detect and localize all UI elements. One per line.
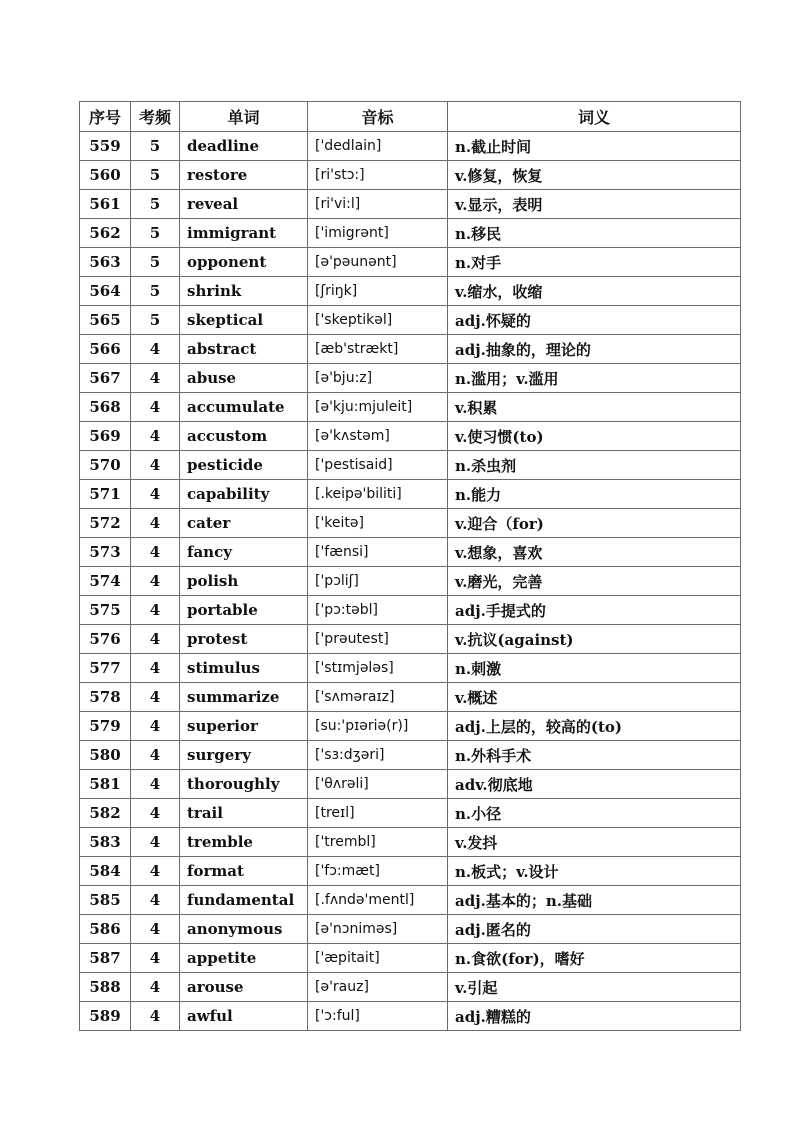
table-row [80, 799, 741, 828]
cell-definition: v.抗议(against) [448, 625, 741, 654]
table-row [80, 364, 741, 393]
cell-definition: v.引起 [448, 973, 741, 1002]
cell-phonetic: ['æpitait] [308, 944, 448, 973]
cell-frequency: 4 [131, 364, 180, 393]
table-row [80, 161, 741, 190]
cell-phonetic: ['prəutest] [308, 625, 448, 654]
table-row [80, 393, 741, 422]
cell-word: accumulate [180, 393, 308, 422]
cell-phonetic: [.keipə'biliti] [308, 480, 448, 509]
cell-phonetic: [su:'pɪəriə(r)] [308, 712, 448, 741]
cell-word: appetite [180, 944, 308, 973]
table-row [80, 509, 741, 538]
table-row [80, 886, 741, 915]
cell-frequency: 4 [131, 973, 180, 1002]
cell-definition: adj.基本的；n.基础 [448, 886, 741, 915]
table-header-row [80, 102, 741, 132]
cell-word: deadline [180, 132, 308, 161]
cell-word: thoroughly [180, 770, 308, 799]
cell-definition: adj.匿名的 [448, 915, 741, 944]
cell-number: 584 [80, 857, 131, 886]
cell-phonetic: ['stɪmjələs] [308, 654, 448, 683]
cell-definition: n.滥用；v.滥用 [448, 364, 741, 393]
cell-frequency: 4 [131, 1002, 180, 1031]
cell-definition: v.概述 [448, 683, 741, 712]
table-row [80, 625, 741, 654]
cell-frequency: 5 [131, 248, 180, 277]
cell-word: surgery [180, 741, 308, 770]
cell-definition: v.使习惯(to) [448, 422, 741, 451]
cell-definition: adj.手提式的 [448, 596, 741, 625]
cell-number: 571 [80, 480, 131, 509]
cell-word: arouse [180, 973, 308, 1002]
cell-phonetic: [ʃriŋk] [308, 277, 448, 306]
cell-frequency: 4 [131, 422, 180, 451]
cell-number: 575 [80, 596, 131, 625]
cell-frequency: 5 [131, 277, 180, 306]
cell-word: protest [180, 625, 308, 654]
cell-number: 562 [80, 219, 131, 248]
cell-word: opponent [180, 248, 308, 277]
cell-frequency: 4 [131, 683, 180, 712]
cell-phonetic: ['pestisaid] [308, 451, 448, 480]
cell-phonetic: ['fɔ:mæt] [308, 857, 448, 886]
cell-frequency: 4 [131, 480, 180, 509]
table-row [80, 944, 741, 973]
cell-number: 560 [80, 161, 131, 190]
cell-word: summarize [180, 683, 308, 712]
table-row [80, 1002, 741, 1031]
cell-frequency: 4 [131, 596, 180, 625]
cell-definition: v.修复，恢复 [448, 161, 741, 190]
cell-number: 581 [80, 770, 131, 799]
table-row [80, 480, 741, 509]
table-row [80, 828, 741, 857]
cell-definition: n.对手 [448, 248, 741, 277]
cell-number: 565 [80, 306, 131, 335]
header-phonetic: 音标 [308, 102, 448, 132]
cell-word: portable [180, 596, 308, 625]
cell-definition: adj.抽象的，理论的 [448, 335, 741, 364]
cell-word: format [180, 857, 308, 886]
cell-frequency: 4 [131, 451, 180, 480]
cell-frequency: 5 [131, 161, 180, 190]
cell-phonetic: ['sʌməraɪz] [308, 683, 448, 712]
table-row [80, 654, 741, 683]
cell-definition: v.缩水，收缩 [448, 277, 741, 306]
cell-frequency: 4 [131, 509, 180, 538]
cell-phonetic: ['pɔliʃ] [308, 567, 448, 596]
cell-word: pesticide [180, 451, 308, 480]
cell-phonetic: [ə'nɔniməs] [308, 915, 448, 944]
cell-word: abstract [180, 335, 308, 364]
cell-frequency: 5 [131, 219, 180, 248]
cell-definition: n.小径 [448, 799, 741, 828]
cell-phonetic: ['ɔ:ful] [308, 1002, 448, 1031]
cell-word: cater [180, 509, 308, 538]
cell-frequency: 4 [131, 393, 180, 422]
cell-phonetic: [ə'kʌstəm] [308, 422, 448, 451]
cell-number: 579 [80, 712, 131, 741]
cell-word: trail [180, 799, 308, 828]
header-definition: 词义 [448, 102, 741, 132]
table-row [80, 132, 741, 161]
cell-phonetic: ['fænsi] [308, 538, 448, 567]
cell-phonetic: [ə'rauz] [308, 973, 448, 1002]
cell-definition: n.截止时间 [448, 132, 741, 161]
cell-definition: n.外科手术 [448, 741, 741, 770]
cell-phonetic: ['θʌrəli] [308, 770, 448, 799]
cell-number: 585 [80, 886, 131, 915]
cell-number: 568 [80, 393, 131, 422]
header-word: 单词 [180, 102, 308, 132]
cell-frequency: 4 [131, 335, 180, 364]
cell-phonetic: [.fʌndə'mentl] [308, 886, 448, 915]
table-row [80, 973, 741, 1002]
table-row [80, 219, 741, 248]
cell-number: 572 [80, 509, 131, 538]
cell-word: shrink [180, 277, 308, 306]
table-row [80, 770, 741, 799]
cell-word: polish [180, 567, 308, 596]
cell-word: restore [180, 161, 308, 190]
cell-definition: adj.怀疑的 [448, 306, 741, 335]
vocabulary-table [79, 101, 741, 1031]
cell-definition: n.刺激 [448, 654, 741, 683]
cell-definition: n.杀虫剂 [448, 451, 741, 480]
cell-word: superior [180, 712, 308, 741]
table-row [80, 306, 741, 335]
cell-number: 573 [80, 538, 131, 567]
cell-definition: v.发抖 [448, 828, 741, 857]
cell-number: 576 [80, 625, 131, 654]
cell-phonetic: ['sɜ:dʒəri] [308, 741, 448, 770]
table-row [80, 538, 741, 567]
cell-word: immigrant [180, 219, 308, 248]
table-row [80, 335, 741, 364]
cell-number: 559 [80, 132, 131, 161]
cell-phonetic: [ri'vi:l] [308, 190, 448, 219]
cell-frequency: 4 [131, 799, 180, 828]
cell-frequency: 4 [131, 770, 180, 799]
table-row [80, 683, 741, 712]
cell-number: 574 [80, 567, 131, 596]
cell-frequency: 5 [131, 132, 180, 161]
cell-number: 577 [80, 654, 131, 683]
cell-number: 587 [80, 944, 131, 973]
cell-phonetic: [ə'kju:mjuleit] [308, 393, 448, 422]
table-row [80, 712, 741, 741]
cell-phonetic: ['pɔ:təbl] [308, 596, 448, 625]
cell-word: awful [180, 1002, 308, 1031]
table-body [80, 132, 741, 1031]
cell-number: 566 [80, 335, 131, 364]
table-row [80, 857, 741, 886]
cell-phonetic: ['keitə] [308, 509, 448, 538]
cell-word: stimulus [180, 654, 308, 683]
cell-frequency: 4 [131, 828, 180, 857]
cell-definition: n.食欲(for)，嗜好 [448, 944, 741, 973]
cell-frequency: 4 [131, 886, 180, 915]
cell-phonetic: [treɪl] [308, 799, 448, 828]
table-row [80, 248, 741, 277]
header-number: 序号 [80, 102, 131, 132]
cell-number: 589 [80, 1002, 131, 1031]
cell-number: 588 [80, 973, 131, 1002]
cell-word: capability [180, 480, 308, 509]
cell-frequency: 4 [131, 741, 180, 770]
cell-word: skeptical [180, 306, 308, 335]
cell-phonetic: [æb'strækt] [308, 335, 448, 364]
cell-frequency: 4 [131, 857, 180, 886]
cell-frequency: 4 [131, 625, 180, 654]
cell-number: 561 [80, 190, 131, 219]
table-row [80, 741, 741, 770]
table-row [80, 190, 741, 219]
table-row [80, 596, 741, 625]
cell-phonetic: [ə'bju:z] [308, 364, 448, 393]
cell-phonetic: ['imigrənt] [308, 219, 448, 248]
cell-number: 563 [80, 248, 131, 277]
cell-frequency: 4 [131, 712, 180, 741]
cell-definition: adj.上层的，较高的(to) [448, 712, 741, 741]
cell-frequency: 5 [131, 190, 180, 219]
cell-word: fancy [180, 538, 308, 567]
cell-word: reveal [180, 190, 308, 219]
cell-frequency: 4 [131, 567, 180, 596]
header-frequency: 考频 [131, 102, 180, 132]
cell-number: 570 [80, 451, 131, 480]
cell-definition: v.积累 [448, 393, 741, 422]
cell-frequency: 4 [131, 915, 180, 944]
cell-definition: n.板式；v.设计 [448, 857, 741, 886]
cell-phonetic: ['skeptikəl] [308, 306, 448, 335]
cell-definition: n.移民 [448, 219, 741, 248]
cell-phonetic: [ri'stɔ:] [308, 161, 448, 190]
table-row [80, 567, 741, 596]
cell-definition: v.迎合（for) [448, 509, 741, 538]
cell-word: fundamental [180, 886, 308, 915]
cell-number: 582 [80, 799, 131, 828]
cell-definition: v.磨光，完善 [448, 567, 741, 596]
cell-number: 583 [80, 828, 131, 857]
cell-frequency: 5 [131, 306, 180, 335]
cell-definition: n.能力 [448, 480, 741, 509]
cell-word: accustom [180, 422, 308, 451]
cell-definition: adv.彻底地 [448, 770, 741, 799]
cell-frequency: 4 [131, 654, 180, 683]
cell-number: 567 [80, 364, 131, 393]
cell-phonetic: ['dedlain] [308, 132, 448, 161]
cell-phonetic: ['trembl] [308, 828, 448, 857]
cell-number: 564 [80, 277, 131, 306]
cell-number: 578 [80, 683, 131, 712]
cell-definition: v.想象，喜欢 [448, 538, 741, 567]
cell-word: anonymous [180, 915, 308, 944]
table-row [80, 277, 741, 306]
cell-number: 586 [80, 915, 131, 944]
cell-definition: adj.糟糕的 [448, 1002, 741, 1031]
cell-definition: v.显示，表明 [448, 190, 741, 219]
cell-frequency: 4 [131, 944, 180, 973]
table-row [80, 915, 741, 944]
table-row [80, 422, 741, 451]
table-row [80, 451, 741, 480]
cell-phonetic: [ə'pəunənt] [308, 248, 448, 277]
cell-word: tremble [180, 828, 308, 857]
cell-number: 580 [80, 741, 131, 770]
cell-word: abuse [180, 364, 308, 393]
cell-number: 569 [80, 422, 131, 451]
cell-frequency: 4 [131, 538, 180, 567]
